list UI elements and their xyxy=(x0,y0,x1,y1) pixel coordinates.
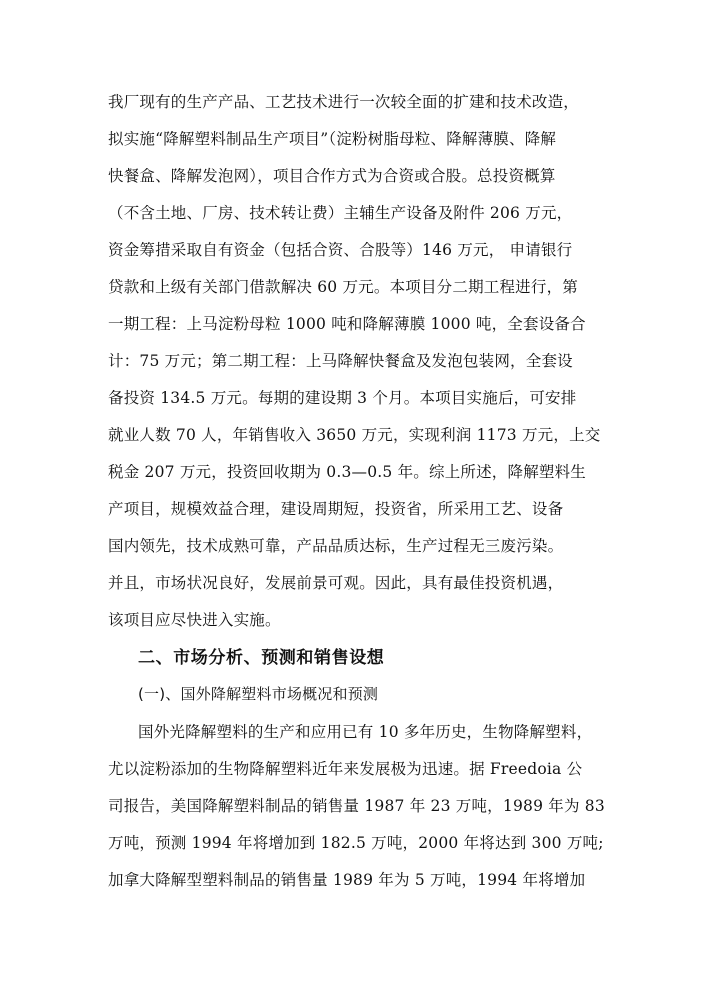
text-line: 国外光降解塑料的生产和应用已有 10 多年历史，生物降解塑料， xyxy=(138,723,593,741)
text-line: 备投资 134.5 万元。每期的建设期 3 个月。本项目实施后，可安排 xyxy=(108,389,577,407)
text-line: 加拿大降解型塑料制品的销售量 1989 年为 5 万吨，1994 年将增加 xyxy=(108,871,586,889)
text-line: 万吨，预测 1994 年将增加到 182.5 万吨，2000 年将达到 300 万吨; xyxy=(108,834,604,852)
text-line: 一期工程：上马淀粉母粒 1000 吨和降解薄膜 1000 吨，全套设备合 xyxy=(108,315,586,333)
text-line: 国内领先，技术成熟可靠，产品品质达标，生产过程无三废污染。 xyxy=(108,537,564,555)
text-line: 我厂现有的生产产品、工艺技术进行一次较全面的扩建和技术改造， xyxy=(108,93,580,111)
text-line: 并且，市场状况良好，发展前景可观。因此，具有最佳投资机遇， xyxy=(108,574,564,592)
text-line: 尤以淀粉添加的生物降解塑料近年来发展极为迅速。据 Freedoia 公 xyxy=(108,760,583,778)
text-line: 就业人数 70 人，年销售收入 3650 万元，实现利润 1173 万元，上交 xyxy=(108,426,601,444)
section-heading: 二、市场分析、预测和销售设想 xyxy=(138,648,385,668)
subsection-heading: (一)、国外降解塑料市场概况和预测 xyxy=(138,685,379,703)
text-line: 产项目，规模效益合理，建设周期短，投资省，所采用工艺、设备 xyxy=(108,500,564,518)
text-line: 税金 207 万元，投资回收期为 0.3—0.5 年。综上所述，降解塑料生 xyxy=(108,463,586,481)
text-line: 司报告，美国降解塑料制品的销售量 1987 年 23 万吨，1989 年为 83 xyxy=(108,797,605,815)
text-line: 快餐盒、降解发泡网），项目合作方式为合资或合股。总投资概算 xyxy=(108,167,556,185)
text-line: 该项目应尽快进入实施。 xyxy=(108,611,281,629)
text-line: 贷款和上级有关部门借款解决 60 万元。本项目分二期工程进行，第 xyxy=(108,278,578,296)
text-line: 资金筹措采取自有资金（包括合资、合股等）146 万元， 申请银行 xyxy=(108,241,573,259)
text-line: 拟实施“降解塑料制品生产项目”（淀粉树脂母粒、降解薄膜、降解 xyxy=(108,130,557,148)
text-line: （不含土地、厂房、技术转让费）主辅生产设备及附件 206 万元， xyxy=(108,204,573,222)
text-line: 计：75 万元；第二期工程：上马降解快餐盒及发泡包装网，全套设 xyxy=(108,352,573,370)
